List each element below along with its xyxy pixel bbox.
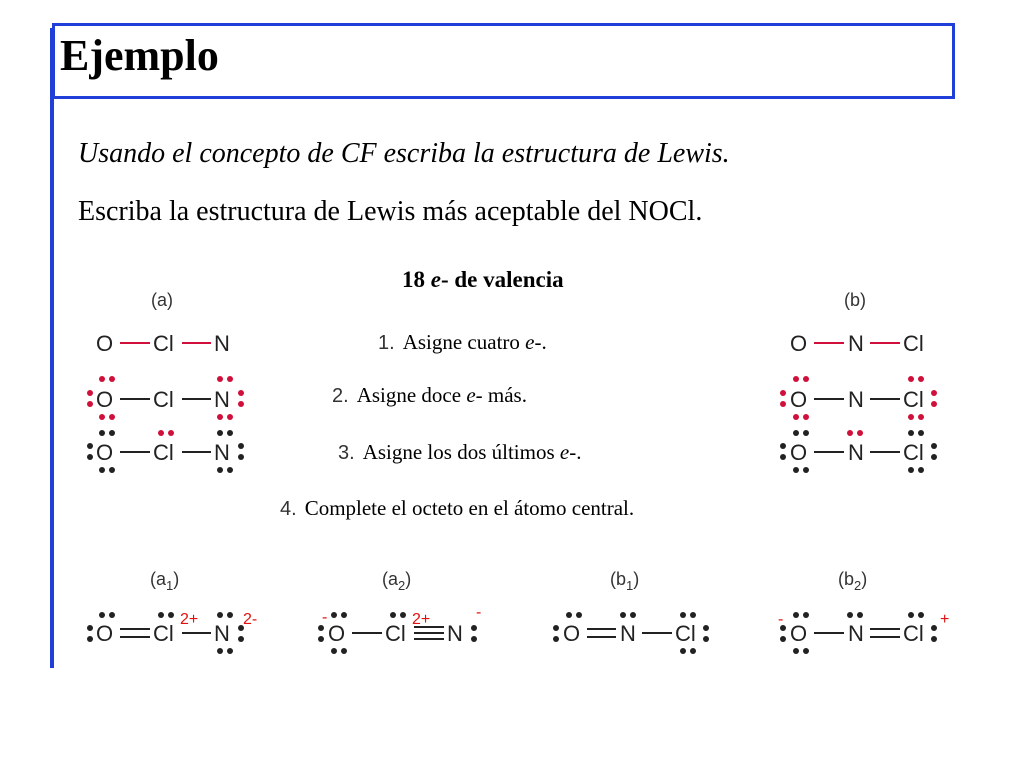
svg-text:O: O bbox=[328, 621, 346, 646]
svg-text:N: N bbox=[848, 331, 864, 356]
svg-text:N: N bbox=[848, 440, 864, 465]
svg-text:Cl: Cl bbox=[153, 621, 174, 646]
svg-text:Cl: Cl bbox=[153, 331, 174, 356]
svg-text:Cl: Cl bbox=[153, 387, 174, 412]
step-number: 3. bbox=[338, 442, 355, 464]
svg-text:+: + bbox=[940, 611, 950, 628]
structure-b1 bbox=[553, 612, 709, 654]
structure-a2 bbox=[318, 604, 481, 654]
svg-text:Cl: Cl bbox=[385, 621, 406, 646]
page-title: Ejemplo bbox=[60, 31, 219, 80]
svg-text:N: N bbox=[214, 440, 230, 465]
structure-a-skeleton bbox=[96, 331, 230, 356]
svg-text:-: - bbox=[778, 611, 784, 628]
svg-text:2+: 2+ bbox=[180, 611, 199, 628]
svg-text:N: N bbox=[214, 621, 230, 646]
structure-label-b2: $(b_2)$ bbox=[838, 569, 868, 593]
structure-b-step3 bbox=[780, 430, 937, 473]
step-e: e bbox=[525, 330, 535, 354]
step-e: e bbox=[466, 383, 476, 407]
structure-label-a1: $(a_1)$ bbox=[150, 569, 180, 593]
svg-text:O: O bbox=[96, 440, 114, 465]
step-text: Asigne los dos últimos bbox=[362, 440, 560, 464]
structure-a-step3 bbox=[87, 430, 244, 473]
question-text: Escriba la estructura de Lewis más aceptable del NOCl. bbox=[78, 196, 703, 227]
svg-text:O: O bbox=[96, 331, 114, 356]
valence-e: e bbox=[430, 267, 441, 292]
svg-text:O: O bbox=[790, 440, 808, 465]
subtitle: Usando el concepto de CF escriba la estructura de Lewis. bbox=[78, 138, 730, 169]
svg-text:Cl: Cl bbox=[153, 440, 174, 465]
step-rest: - más. bbox=[475, 383, 527, 407]
svg-text:2-: 2- bbox=[243, 611, 258, 628]
structure-label-a2: $(a_2)$ bbox=[382, 569, 412, 593]
svg-text:N: N bbox=[214, 387, 230, 412]
step-number: 2. bbox=[332, 385, 349, 407]
structure-label-b: (b) bbox=[844, 290, 866, 310]
svg-text:N: N bbox=[848, 387, 864, 412]
svg-text:O: O bbox=[790, 621, 808, 646]
structure-a1 bbox=[87, 611, 257, 654]
step-e: e bbox=[559, 440, 570, 464]
step-number: 1. bbox=[378, 332, 395, 354]
svg-text:O: O bbox=[790, 387, 808, 412]
structure-label-b1: $(b_1)$ bbox=[610, 569, 640, 593]
step-number: 4. bbox=[280, 498, 297, 520]
svg-text:N: N bbox=[848, 621, 864, 646]
svg-text:2+: 2+ bbox=[412, 611, 431, 628]
svg-text:N: N bbox=[447, 621, 463, 646]
svg-text:Cl: Cl bbox=[675, 621, 696, 646]
structure-label-a: (a) bbox=[151, 290, 173, 310]
step-text: Asigne cuatro bbox=[402, 330, 526, 354]
structure-a-step2 bbox=[87, 376, 244, 420]
step-text: Asigne doce bbox=[356, 383, 467, 407]
svg-text:O: O bbox=[96, 621, 114, 646]
structure-b-skeleton bbox=[790, 331, 924, 356]
step-text: Complete el octeto en el átomo central. bbox=[304, 496, 635, 520]
svg-text:Cl: Cl bbox=[903, 387, 924, 412]
svg-text:Cl: Cl bbox=[903, 621, 924, 646]
svg-text:Cl: Cl bbox=[903, 440, 924, 465]
valence-number: 18 bbox=[402, 267, 431, 292]
valence-suffix: - de valencia bbox=[440, 267, 564, 292]
step-rest: -. bbox=[534, 330, 547, 354]
svg-text:O: O bbox=[563, 621, 581, 646]
svg-text:-: - bbox=[322, 609, 328, 626]
svg-text:O: O bbox=[96, 387, 114, 412]
svg-text:-: - bbox=[476, 604, 482, 621]
svg-text:N: N bbox=[214, 331, 230, 356]
svg-text:N: N bbox=[620, 621, 636, 646]
svg-text:O: O bbox=[790, 331, 808, 356]
structure-b-step2 bbox=[780, 376, 937, 420]
structure-b2 bbox=[778, 611, 949, 654]
step-rest: -. bbox=[569, 440, 582, 464]
svg-text:Cl: Cl bbox=[903, 331, 924, 356]
